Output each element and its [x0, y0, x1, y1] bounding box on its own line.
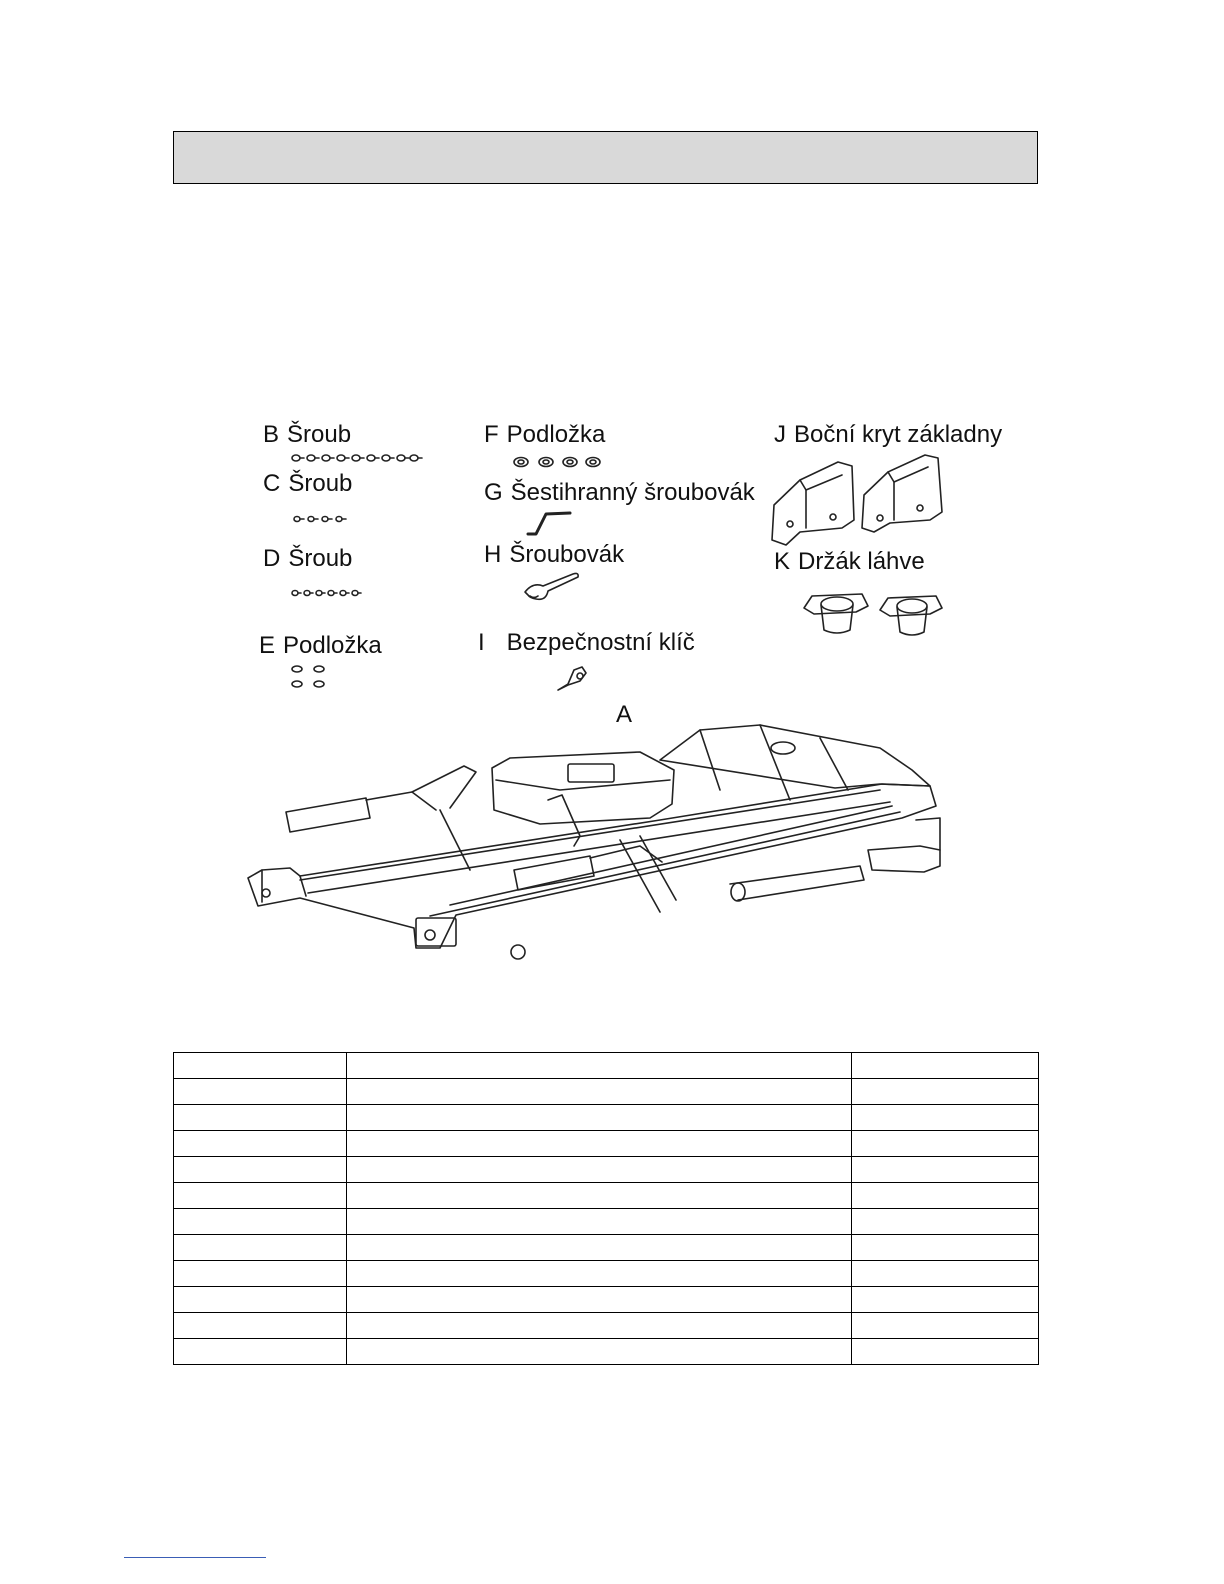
part-name: Šroub — [288, 470, 353, 497]
table-cell — [852, 1261, 1039, 1287]
wrench-icon — [525, 573, 578, 599]
table-row — [174, 1183, 1039, 1209]
table-cell — [174, 1209, 347, 1235]
table-cell — [174, 1157, 347, 1183]
table-cell — [347, 1235, 852, 1261]
table-cell — [347, 1079, 852, 1105]
table-row — [174, 1235, 1039, 1261]
parts-table-body — [174, 1053, 1039, 1365]
table-cell — [174, 1079, 347, 1105]
part-letter: J — [774, 421, 786, 448]
table-cell — [174, 1183, 347, 1209]
part-letter: I — [478, 629, 485, 656]
table-cell — [852, 1235, 1039, 1261]
table-cell — [852, 1105, 1039, 1131]
table-cell — [174, 1131, 347, 1157]
part-letter: G — [484, 479, 503, 506]
table-cell — [852, 1053, 1039, 1079]
table-cell — [174, 1313, 347, 1339]
table-cell — [347, 1313, 852, 1339]
footnote-separator — [124, 1557, 266, 1558]
part-name: Boční kryt základny — [794, 421, 1003, 448]
table-row — [174, 1157, 1039, 1183]
table-row — [174, 1339, 1039, 1365]
table-cell — [852, 1287, 1039, 1313]
washer-f-icons — [514, 458, 600, 467]
table-cell — [852, 1209, 1039, 1235]
table-cell — [852, 1157, 1039, 1183]
table-cell — [347, 1157, 852, 1183]
screw-c-icons — [294, 517, 346, 522]
part-name: Podložka — [506, 421, 606, 448]
part-name: Šroub — [287, 421, 352, 448]
table-row — [174, 1261, 1039, 1287]
part-letter: B — [263, 421, 280, 448]
part-name: Šroubovák — [509, 541, 625, 568]
table-cell — [852, 1183, 1039, 1209]
table-cell — [174, 1339, 347, 1365]
screw-b-icons — [292, 455, 422, 461]
part-name: Podložka — [283, 632, 382, 659]
table-row — [174, 1313, 1039, 1339]
screw-d-icons — [292, 591, 361, 596]
table-cell — [347, 1261, 852, 1287]
part-letter: A — [616, 701, 633, 728]
table-row — [174, 1209, 1039, 1235]
table-row — [174, 1079, 1039, 1105]
table-row — [174, 1287, 1039, 1313]
part-name: Držák láhve — [798, 548, 925, 575]
table-cell — [347, 1183, 852, 1209]
part-name: Šroub — [288, 545, 353, 572]
table-cell — [174, 1287, 347, 1313]
treadmill-icon — [248, 725, 940, 959]
safety-key-icon — [558, 667, 586, 690]
table-cell — [347, 1053, 852, 1079]
table-cell — [174, 1261, 347, 1287]
table-cell — [174, 1105, 347, 1131]
bottle-holder-k-icons — [804, 594, 942, 635]
part-letter: K — [774, 548, 791, 575]
table-cell — [852, 1313, 1039, 1339]
part-name: Bezpečnostní klíč — [506, 629, 695, 656]
part-letter: E — [259, 632, 276, 659]
part-letter: D — [263, 545, 281, 572]
table-cell — [852, 1339, 1039, 1365]
table-row — [174, 1105, 1039, 1131]
table-cell — [852, 1131, 1039, 1157]
washer-e-icons — [292, 666, 324, 687]
side-cover-j-icons — [772, 455, 942, 545]
table-row — [174, 1131, 1039, 1157]
table-cell — [347, 1209, 852, 1235]
table-row — [174, 1053, 1039, 1079]
part-letter: C — [263, 470, 281, 497]
table-cell — [347, 1339, 852, 1365]
part-letter: F — [484, 421, 499, 448]
table-cell — [852, 1079, 1039, 1105]
table-cell — [347, 1105, 852, 1131]
hex-key-icon — [528, 513, 570, 534]
table-cell — [174, 1053, 347, 1079]
part-name: Šestihranný šroubovák — [510, 479, 755, 506]
table-cell — [174, 1235, 347, 1261]
table-cell — [347, 1287, 852, 1313]
part-letter: H — [484, 541, 502, 568]
parts-table — [173, 1052, 1039, 1365]
table-cell — [347, 1131, 852, 1157]
